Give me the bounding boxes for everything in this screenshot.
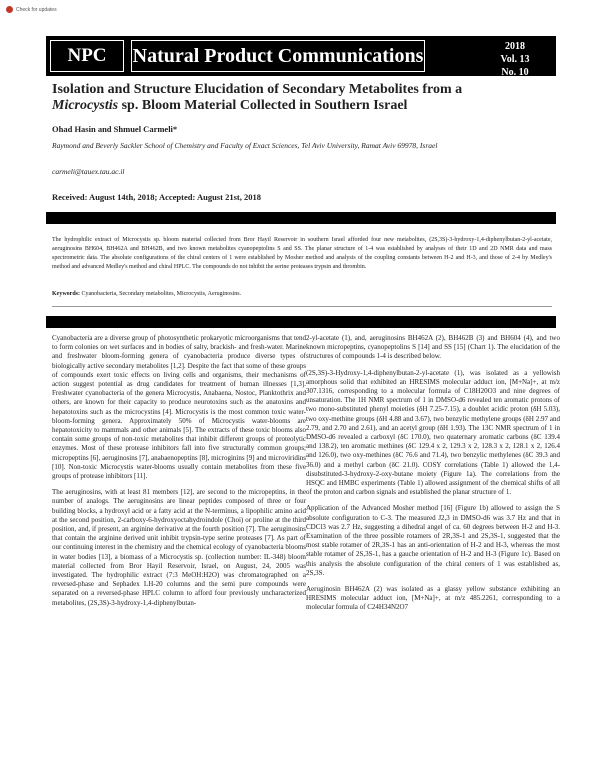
keywords [52, 291, 241, 297]
authors: Ohad Hasin and Shmuel Carmeli* [52, 124, 178, 134]
title-genus: Microcystis [52, 98, 119, 113]
received-dates: Received: August 14th, 2018; Accepted: August 21st, 2018 [52, 192, 261, 202]
article-title [52, 82, 562, 114]
issue-volume: Vol. 13 [500, 54, 530, 65]
body-top-bar [46, 316, 556, 328]
paragraph: Application of the Advanced Mosher method [16] (Figure 1b) allowed to assign the S absolute configuration to C-3. The measured J2,3 in DMSO-d6 was 3.7 Hz and that in CDCl3 was 2.7 Hz, suggesting a dihedral angel of ca. 60 degrees between H-2 and H-3. Examination of the three possible rotamers of 2R,3S-1 and 2S,3S-1, suggested that the most stable rotamer of 2R,3S-1 has an anti-orientation of H-2 and H-3, whereas the most stable rotamer of 2S,3S-1, has a gauche orientation of H-2 and H-3 (Figure 1c). Based on this analysis the absolute configuration of the chiral centers of 1 was established as, 2S,3S. [306, 504, 560, 577]
paragraph: The aeruginosins, with at least 81 members [12], are second to the micropeptins, in the number of analogs. The aeruginosins are linear peptides composed of three or four building blocks, a hydroxyl acid or a fatty acid at the N-terminus, a lipophilic amino acid at the second position, 2-carboxy-6-hydroxyoctahydroindole (Choi) or proline at the third position, and, if present, an arginine derivative at the fourth position [7]. The aeruginosins that contain the arginine derived unit inhibit trypsin-type serine proteases [7]. As part of our continuing interest in the chemistry and the chemical ecology of cyanobacteria blooms in water bodies [13], a biomass of a Microcystis sp. (collection number: IL-348) bloom material collected from Bror Hayil Reservoir, Israel, on August, 24, 2005 was investigated. The hydrophilic extract (7:3 MeOH:H2O) was chromatographed on a reversed-phase and Sephadex LH-20 columns and the semi pure compounds were separated on a reversed-phase HPLC column to afford four previously uncharacterized metabolites, (2S,3S)-3-hydroxy-1,4-diphenylbutan- [52, 488, 306, 607]
author-email[interactable]: carmeli@tauex.tau.ac.il [52, 167, 125, 176]
body-column-left [52, 334, 306, 615]
update-icon [6, 6, 13, 13]
paragraph: Cyanobacteria are a diverse group of photosynthetic prokaryotic microorganisms that tend to form colonies on wet surfaces and in bodies of salty, brackish- and fresh-water. Marine and freshwater bloom-forming genera of cyanobacteria produce diverse types of biologically active secondary metabolites [1,2]. Despite the fact that some of these groups of compounds exert toxic effects on living cells and organisms, their mechanisms of action suggest potential as drug candidates for treatment of human illnesses [1,3]. Freshwater cyanobacteria of the genera Microcystis, Anabaena, Nostoc, Planktothrix and others, are known for their capacity to produce neurotoxins such as the anatoxins and hepatotoxins such as the microcystins [4]. Microcystis is the most common toxic water-bloom-forming genera. Approximately 50% of Microcystis water-blooms are hepatotoxicity to mammals and other animals [5]. The extracts of these toxic blooms also contain some groups of non-toxic metabolites that inhibit different groups of proteolytic enzymes. Most of these protease inhibitors fall into five structurally common groups; micropeptins [6], aeruginosins [7], anabaenopeptins [8], microginins [9] and microviridins [10]. Non-toxic Microcystis water-blooms usually contain metabolites from these five groups of protease inhibitors [11]. [52, 334, 306, 481]
abstract-text: The hydrophilic extract of Microcystis sp. bloom material collected from Bror Hayil Reservoir in southern Israel afforded four new metabolites, (2S,3S)-3-hydroxy-1,4-diphenylbutan-2-yl-acetate, aeruginosins BH604, BH462A and BH462B, and two known metabolites cyanopeptolins S and SS. The planar structure of 1-4 was established by analyses of their 1D and 2D NMR data and mass spectrometric data. The absolute configurations of the chiral centers of 1 were established by Mosher method and analysis of the coupling constants between H-2 and H-3, and those of 2-4 by Medley's method and advanced Medley's method and chiral HPLC. The compounds do not inhibit the serine proteases trypsin and thrombin. [52, 237, 552, 270]
journal-abbrev: NPC [50, 40, 124, 72]
divider [52, 306, 552, 307]
paragraph: (2S,3S)-3-Hydroxy-1,4-diphenylbutan-2-yl-acetate (1), was isolated as a yellowish amorphous solid that exhibited an HRESIMS molecular adduct ion, [M+Na]+, at m/z 307.1316, corresponding to a molecular formula of C18H20O3 and nine degrees of unsaturation. The 1H NMR spectrum of 1 in DMSO-d6 revealed ten aromatic protons of two mono-substituted phenyl moieties (δH 7.25-7.15), a doublet acidic proton (δH 5.03), two oxy-methine groups (δH 4.88 and 3.67), two benzylic methylene groups (δH 2.97 and 2.79, and 2.70 and 2.61), and an acetyl group (δH 1.93). The 13C NMR spectrum of 1 in DMSO-d6 revealed a carboxyl (δC 170.0), two quaternary aromatic carbons (δC 139.4 and 138.2), ten aromatic methines (δC 129.4 x 2, 129.3 x 2, 128.3 x 2, 128.1 x 2, 126.4 and 126.0), two oxy-methines (δC 76.6 and 71.4), two benzylic methylenes (δC 39.3 and 36.0) and a methyl carbon (δC 21.0). COSY correlations (Table 1) allowed the 1,4-disubstituted-3-hydroxy-2-oxy-butane moiety (Figure 1a). The correlations from the HSQC and HMBC experiments (Table 1) allowed assignment of the chemical shifts of all of the proton and carbon signals and established the planar structure of 1. [306, 368, 560, 497]
title-line-1: Isolation and Structure Elucidation of Secondary Metabolites from a [52, 82, 463, 97]
issue-number: No. 10 [501, 67, 529, 78]
keywords-label: Keywords: [52, 291, 80, 297]
issue-year: 2018 [505, 41, 525, 52]
body-column-right [306, 334, 560, 620]
paragraph: Aeruginosin BH462A (2) was isolated as a glassy yellow substance exhibiting an HRESIMS molecular adduct ion, [M+Na]+, at m/z 485.2261, corresponding to a molecular formula of C24H34N2O7 [306, 585, 560, 612]
title-rest: sp. Bloom Material Collected in Southern Israel [118, 98, 408, 113]
journal-name: Natural Product Communications [131, 40, 425, 72]
paragraph: 2-yl-acetate (1), and, aeruginosins BH462A (2), BH462B (3) and BH604 (4), and two known micropeptins, cyanopeptolins S [14] and SS [15] (Chart 1). The elucidation of the structures of compounds 1-4 is described below. [306, 334, 560, 361]
check-updates-label: Check for updates [16, 6, 57, 13]
abstract-top-bar [46, 212, 556, 224]
keywords-list: Cyanobacteria, Secondary metabolites, Microcystis, Aeruginosins. [81, 291, 242, 297]
affiliation: Raymond and Beverly Sackler School of Chemistry and Faculty of Exact Sciences, Tel Aviv University, Ramat Aviv 69978, Israel [52, 141, 438, 150]
check-for-updates-badge[interactable] [6, 6, 57, 13]
issue-pages: 1313 - 1318 [490, 80, 540, 91]
title-line-2 [52, 98, 562, 114]
